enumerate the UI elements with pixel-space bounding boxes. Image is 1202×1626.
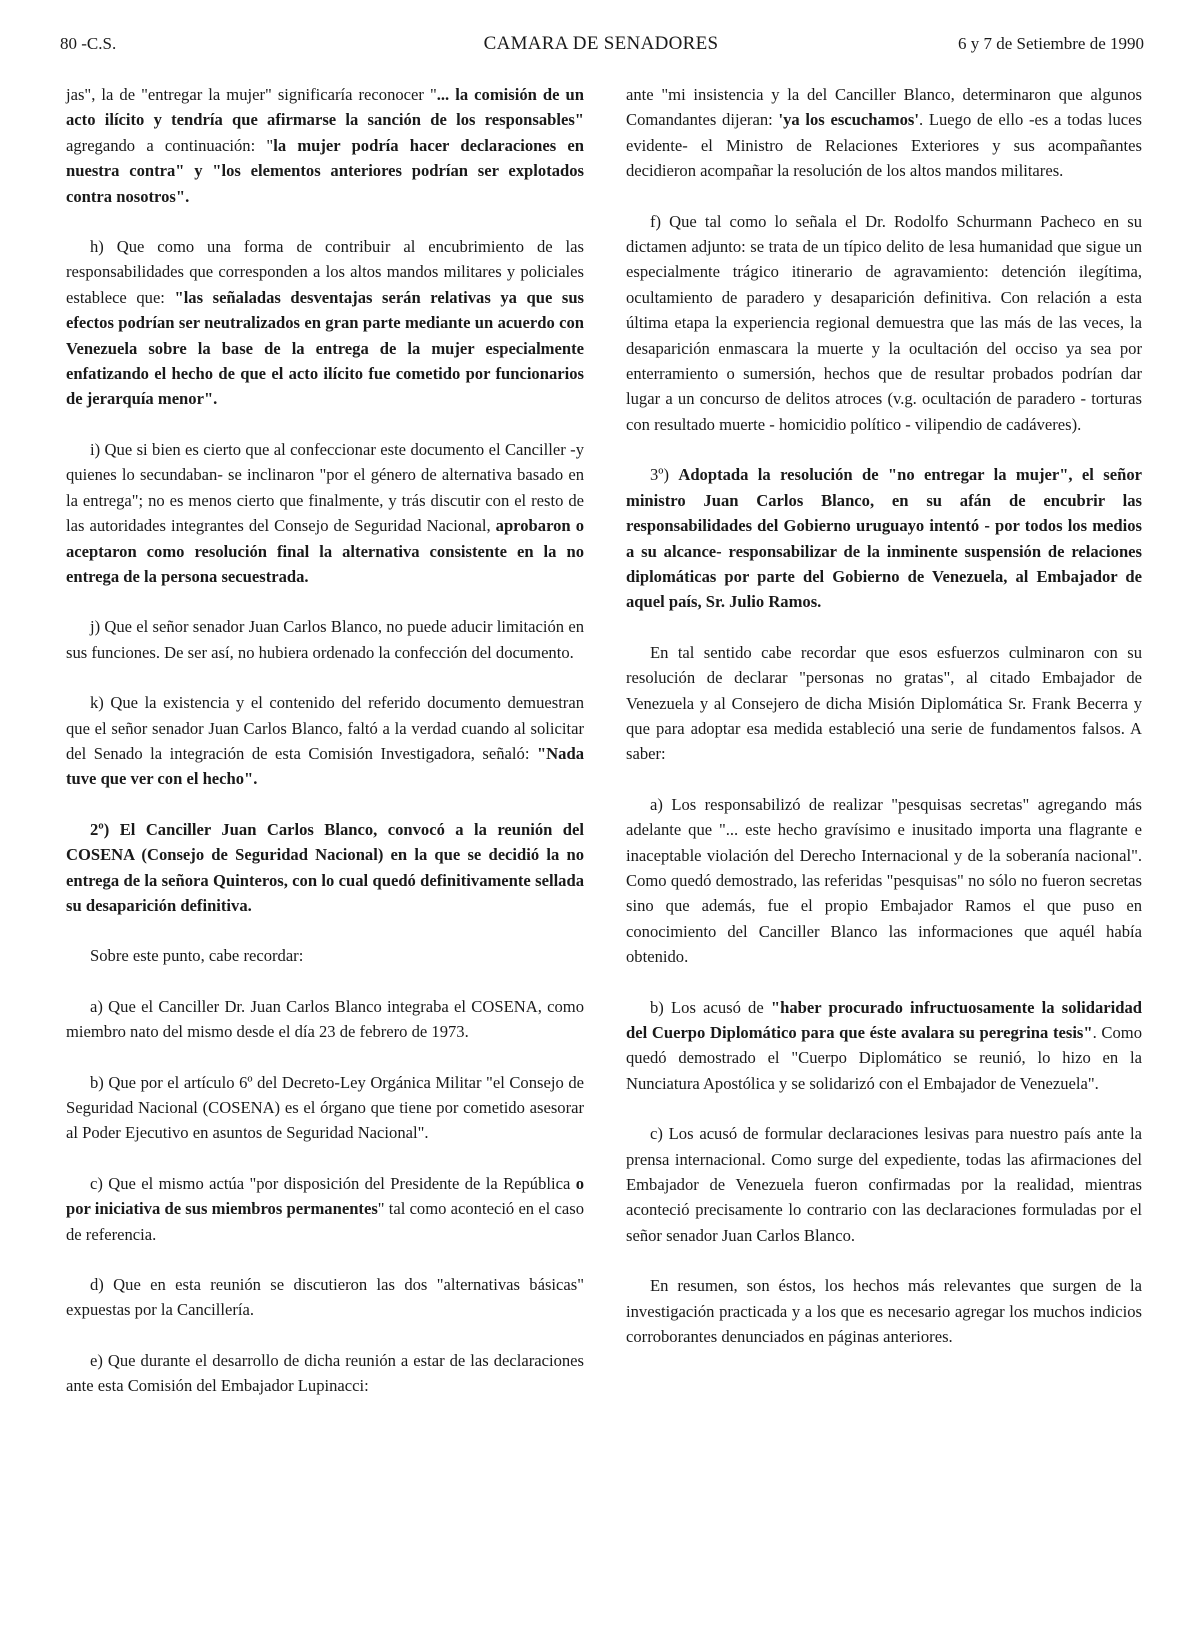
paragraph [66, 817, 584, 919]
text-run: b) Que por el artículo 6º del Decreto-Ley Orgánica Militar "el Consejo de Seguridad Nacional (COSENA) es el órgano que tiene por cometido asesorar al Poder Ejecutivo en asuntos de Seguridad Nacional". [66, 1072, 584, 1143]
page-reference: 80 -C.S. [60, 34, 117, 53]
paragraph [66, 437, 584, 589]
bold-text-run: aprobaron o aceptaron como resolución final la alternativa consistente en la no entrega de la persona secuestrada. [66, 516, 584, 586]
paragraph [66, 1070, 584, 1146]
bold-text-run: 'ya los escuchamos' [778, 110, 919, 130]
text-run: i) Que si bien es cierto que al confeccionar este documento el Canciller -y quienes lo secundaban- se inclinaron "por el género de alternativa basado en la entrega"; no es menos cierto que finalmente, y trás discutir con el resto de las autoridades integrantes del Consejo de Seguridad Nacional, [66, 439, 584, 536]
text-run: . Como quedó demostrado el "Cuerpo Diplomático se reunió, lo hizo en la Nunciatura Apostólica y se solidarizó con el Embajador de Venezuela". [626, 1023, 1142, 1093]
text-run: h) Que como una forma de contribuir al encubrimiento de las responsabilidades que corresponden a los altos mandos militares y policiales establece que: [66, 237, 584, 307]
paragraph [626, 1121, 1142, 1248]
text-run: e) Que durante el desarrollo de dicha reunión a estar de las declaraciones ante esta Comisión del Embajador Lupinacci: [66, 1350, 584, 1396]
text-run: Sobre este punto, cabe recordar: [90, 946, 304, 966]
text-run: b) Los acusó de [650, 997, 771, 1017]
text-run: a) Que el Canciller Dr. Juan Carlos Blanco integraba el COSENA, como miembro nato del mismo desde el día 23 de febrero de 1973. [66, 996, 584, 1042]
paragraph [626, 1273, 1142, 1349]
paragraph [66, 690, 584, 792]
text-run: c) Que el mismo actúa "por disposición del Presidente de la República [90, 1173, 576, 1193]
text-run: En resumen, son éstos, los hechos más relevantes que surgen de la investigación practicada y a los que es necesario agregar los muchos indicios corroborantes denunciados en páginas anteriores. [626, 1276, 1142, 1347]
paragraph [66, 234, 584, 412]
text-run: En tal sentido cabe recordar que esos esfuerzos culminaron con su resolución de declarar "personas no gratas", al citado Embajador de Venezuela y al Consejero de dicha Misión Diplomática Sr. Frank Becerra y que para adoptar esa medida estableció una serie de fundamentos falsos. A saber: [626, 642, 1142, 764]
paragraph [66, 82, 584, 209]
text-run: d) Que en esta reunión se discutieron las dos "alternativas básicas" expuestas por la Cancillería. [66, 1275, 584, 1320]
paragraph [66, 1348, 584, 1399]
text-run: c) Los acusó de formular declaraciones lesivas para nuestro país ante la prensa internacional. Como surge del expediente, todas las afirmaciones del Embajador de Venezuela fueron confirmadas por la realidad, mientras aconteció precisamente lo contrario con las declaraciones formuladas por el señor senador Juan Carlos Blanco. [626, 1124, 1142, 1245]
paragraph [626, 209, 1142, 438]
text-run: . Luego de ello -es a todas luces evidente- el Ministro de Relaciones Exteriores y sus acompañantes decidieron acompañar la resolución de los altos mandos militares. [626, 110, 1142, 181]
paragraph [626, 792, 1142, 970]
bold-text-run: "haber procurado infructuosamente la solidaridad del Cuerpo Diplomático para que éste avalara su peregrina tesis" [626, 997, 1142, 1042]
bold-text-run: Adoptada la resolución de "no entregar la mujer", el señor ministro Juan Carlos Blanco, en su afán de encubrir las responsabilidades del Gobierno uruguayo intentó - por todos los medios a su alcance- responsabilizar de la inminente suspensión de relaciones diplomáticas por parte del Gobierno de Venezuela, al Embajador de aquel país, Sr. Julio Ramos. [626, 465, 1142, 612]
text-run: 3º) [650, 465, 679, 485]
bold-text-run: "Nada tuve que ver con el hecho". [66, 743, 584, 789]
paragraph [66, 1272, 584, 1323]
page-date: 6 y 7 de Setiembre de 1990 [957, 34, 1144, 53]
paragraph [66, 994, 584, 1045]
paragraph [66, 943, 584, 968]
right-column [626, 82, 1142, 1374]
paragraph [626, 640, 1142, 767]
bold-text-run: ... la comisión de un acto ilícito y tendría que afirmarse la sanción de los responsables" [66, 85, 584, 130]
text-run: j) Que el señor senador Juan Carlos Blanco, no puede aducir limitación en sus funciones. De ser así, no hubiera ordenado la confección del documento. [66, 617, 584, 662]
bold-text-run: la mujer podría hacer declaraciones en nuestra contra" y "los elementos anteriores podrían ser explotados contra nosotros". [66, 135, 585, 206]
left-column [66, 82, 584, 1424]
text-run: f) Que tal como lo señala el Dr. Rodolfo Schurmann Pacheco en su dictamen adjunto: se trata de un típico delito de lesa humanidad que sigue un especialmente trágico itinerario de agravamiento: detención ilegítima, ocultamiento de paradero y desaparición definitiva. Con relación a esta última etapa la experiencia regional demuestra que las más de las veces, la desaparición enmascara la muerte y la ocultación del occiso ya sea por enterramiento o sumersión, hechos que de resultar probados podrían dar lugar a un concurso de delitos atroces (v.g. ocultación de paradero - torturas con resultado muerte - homicidio político - vilipendio de cadáveres). [626, 211, 1142, 434]
paragraph [66, 614, 584, 665]
text-run: jas", la de "entregar la mujer" significaría reconocer " [66, 85, 437, 104]
bold-text-run: o por iniciativa de sus miembros permanentes [66, 1173, 584, 1219]
text-run: agregando a continuación: " [66, 135, 274, 155]
paragraph [66, 1171, 584, 1247]
bold-text-run: "las señaladas desventajas serán relativas ya que sus efectos podrían ser neutralizados en gran parte mediante un acuerdo con Venezuela sobre la base de la entrega de la mujer especialmente enfatizando el hecho de que el acto ilícito fue cometido por funcionarios de jerarquía menor". [66, 287, 585, 409]
text-run: a) Los responsabilizó de realizar "pesquisas secretas" agregando más adelante que "... este hecho gravísimo e inusitado importa una flagrante e inaceptable violación del Derecho Internacional y de la soberanía nacional". Como quedó demostrado, las referidas "pesquisas" no sólo no fueron secretas sino que además, fue el propio Embajador Ramos el que puso en conocimiento del Canciller Blanco las informaciones que aquél había obtenido. [626, 794, 1142, 967]
page-header-title: CAMARA DE SENADORES [483, 33, 719, 54]
paragraph [626, 462, 1142, 614]
paragraph [626, 995, 1142, 1097]
bold-text-run: 2º) El Canciller Juan Carlos Blanco, convocó a la reunión del COSENA (Consejo de Seguridad Nacional) en la que se decidió la no entrega de la señora Quinteros, con lo cual quedó definitivamente sellada su desaparición definitiva. [66, 819, 584, 915]
text-run: ante "mi insistencia y la del Canciller Blanco, determinaron que algunos Comandantes dijeran: [626, 85, 1142, 130]
text-run: k) Que la existencia y el contenido del referido documento demuestran que el señor senador Juan Carlos Blanco, faltó a la verdad cuando al solicitar del Senado la integración de esta Comisión Investigadora, señaló: [66, 693, 584, 763]
text-run: " tal como aconteció en el caso de referencia. [66, 1199, 584, 1244]
paragraph [626, 82, 1142, 184]
